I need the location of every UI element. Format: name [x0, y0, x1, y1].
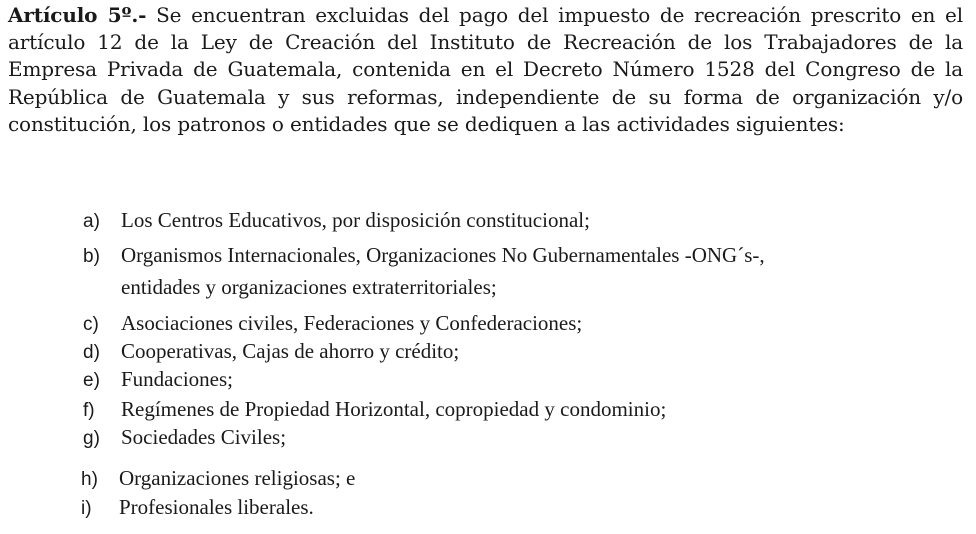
list-item-g [83, 422, 286, 454]
list-marker: g) [83, 428, 100, 449]
list-item-text: Sociedades Civiles; [121, 425, 287, 449]
list-item-b [83, 240, 765, 272]
article-body: Se encuentran excluidas del pago del impuesto de recreación prescrito en el artículo 12 de la Ley de Creación del Instituto de Recreación de los Trabajadores de la Empresa Privada de Guatemala, contenida en el Decreto Número 1528 del Congreso de la República de Guatemala y sus reformas, independiente de su forma de organización y/o constitución, los patronos o entidades que se dediquen a las actividades siguientes: [8, 3, 963, 136]
list-item-text: Profesionales liberales. [119, 495, 314, 519]
list-marker: f) [83, 400, 95, 421]
list-item-text: Los Centros Educativos, por disposición constitucional; [121, 208, 590, 232]
list-item-i [81, 492, 314, 524]
list-marker: b) [83, 246, 100, 267]
list-marker: d) [83, 342, 100, 363]
list-marker: e) [83, 370, 100, 391]
list-item-text: Organismos Internacionales, Organizaciones No Gubernamentales -ONG´s-, [121, 243, 765, 267]
list-item-e [83, 364, 233, 396]
list-marker: c) [83, 314, 99, 335]
list-marker: h) [81, 469, 98, 490]
list-marker: a) [83, 211, 100, 232]
list-marker: i) [81, 498, 92, 519]
list-item-b-continuation: entidades y organizaciones extraterritoriales; [121, 275, 497, 299]
list-item-text: Fundaciones; [121, 367, 233, 391]
list-item-text: Asociaciones civiles, Federaciones y Confederaciones; [121, 311, 583, 335]
list-item-a [83, 205, 590, 237]
article-heading: Artículo 5º.- [8, 3, 147, 27]
article-paragraph [8, 2, 963, 138]
list-item-h [81, 463, 355, 495]
list-item-text: Regímenes de Propiedad Horizontal, copropiedad y condominio; [121, 397, 667, 421]
list-item-text: Organizaciones religiosas; e [119, 466, 356, 490]
list-item-text: Cooperativas, Cajas de ahorro y crédito; [121, 339, 460, 363]
